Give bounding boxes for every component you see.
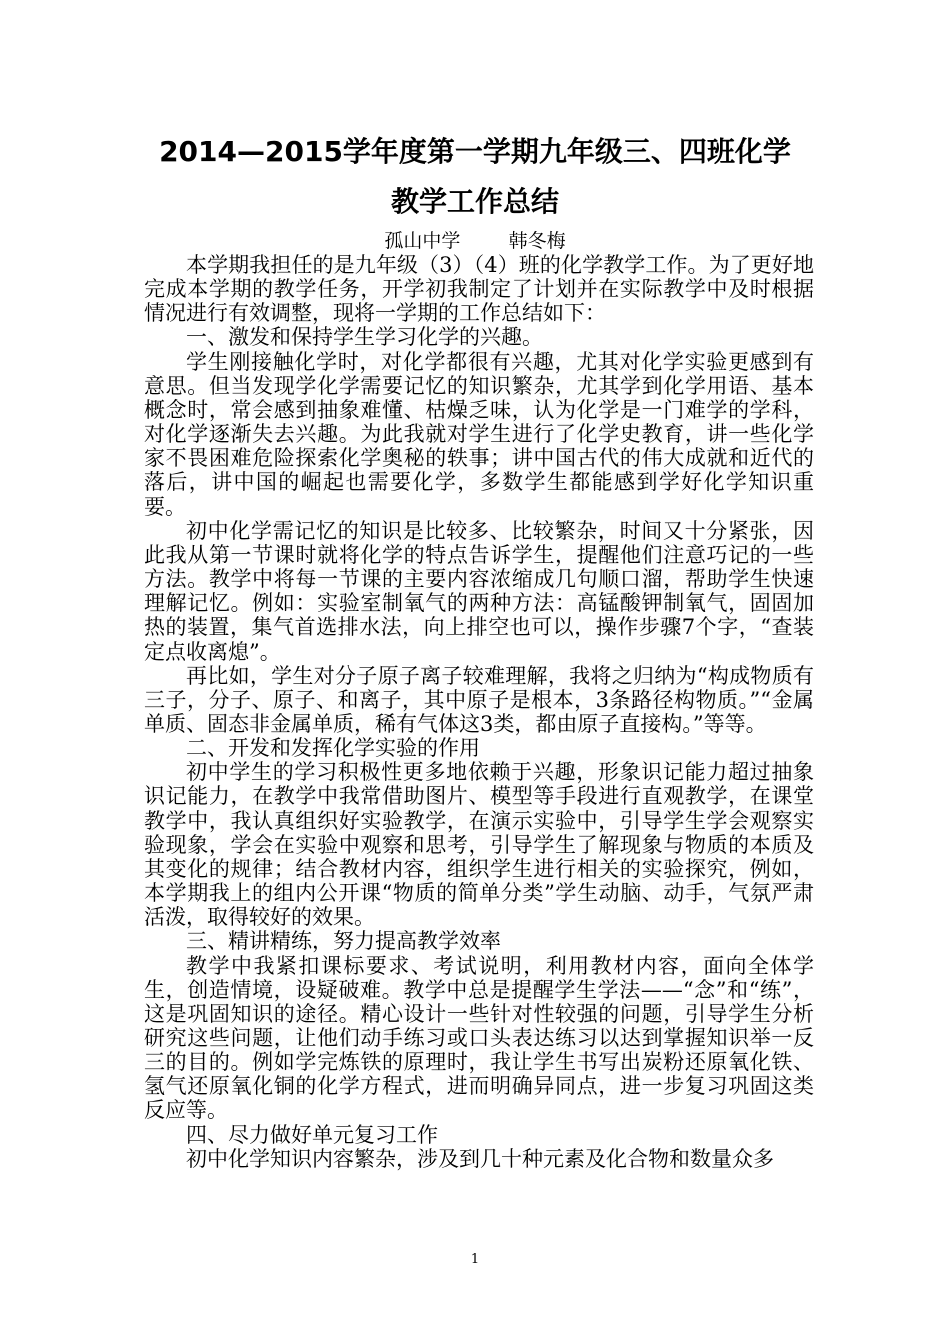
- paragraph: 学生刚接触化学时，对化学都很有兴趣，尤其对化学实验更感到有意思。但当发现学化学需要记忆的知识繁杂，尤其学到化学用语、基本概念时，常会感到抽象难懂、枯燥乏味，认为化学是一门难学的学科，对化学逐渐失去兴趣。为此我就对学生进行了化学史教育，讲一些化学家不畏困难危险探索化学奥秘的轶事；讲中国古代的伟大成就和近代的落后，讲中国的崛起也需要化学，多数学生都能感到学好化学知识重要。: [144, 349, 814, 519]
- paragraph: 教学中我紧扣课标要求、考试说明，利用教材内容，面向全体学生，创造情境，设疑破难。教学中总是提醒学生学法——“念”和“练”，这是巩固知识的途径。精心设计一些针对性较强的问题，引导学生分析研究这些问题，让他们动手练习或口头表达练习以达到掌握知识举一反三的目的。例如学完炼铁的原理时，我让学生书写出炭粉还原氧化铁、氢气还原氧化铜的化学方程式，进而明确异同点，进一步复习巩固这类反应等。: [144, 953, 814, 1123]
- section-heading-2: 二、开发和发挥化学实验的作用: [186, 736, 480, 761]
- paragraph-intro: 本学期我担任的是九年级（3）（4）班的化学教学工作。为了更好地完成本学期的教学任务，开学初我制定了计划并在实际教学中及时根据情况进行有效调整，现将一学期的工作总结如下：: [144, 253, 814, 326]
- section-heading-3: 三、精讲精练，努力提高教学效率: [186, 929, 501, 954]
- author-byline: 孤山中学 韩冬梅: [384, 230, 566, 252]
- paragraph: 初中学生的学习积极性更多地依赖于兴趣，形象识记能力超过抽象识记能力，在教学中我常借助图片、模型等手段进行直观教学，在课堂教学中，我认真组织好实验教学，在演示实验中，引导学生学会观察实验现象，学会在实验中观察和思考，引导学生了解现象与物质的本质及其变化的规律；结合教材内容，组织学生进行相关的实验探究，例如，本学期我上的组内公开课“物质的简单分类”学生动脑、动手，气氛严肃活泼，取得较好的效果。: [144, 760, 814, 930]
- paragraph: 初中化学需记忆的知识是比较多、比较繁杂，时间又十分紧张，因此我从第一节课时就将化学的特点告诉学生，提醒他们注意巧记的一些方法。教学中将每一节课的主要内容浓缩成几句顺口溜，帮助学生快速理解记忆。例如：实验室制氧气的两种方法：高锰酸钾制氧气，固固加热的装置，集气首选排水法，向上排空也可以，操作步骤7个字，“查装定点收离熄”。: [144, 518, 814, 664]
- paragraph: 初中化学知识内容繁杂，涉及到几十种元素及化合物和数量众多: [186, 1146, 774, 1171]
- document-body: [144, 253, 814, 1171]
- document-title-line-2: 教学工作总结: [390, 185, 559, 218]
- page-number: 1: [470, 1252, 480, 1267]
- document-title-line-1: 2014—2015学年度第一学期九年级三、四班化学: [159, 135, 791, 168]
- section-heading-1: 一、激发和保持学生学习化学的兴趣。: [186, 325, 543, 350]
- paragraph: 再比如，学生对分子原子离子较难理解，我将之归纳为“构成物质有三子，分子、原子、和离子，其中原子是根本，3条路径构物质。”“金属单质、固态非金属单质，稀有气体这3类，都由原子直接构。”等等。: [144, 663, 814, 736]
- section-heading-4: 四、尽力做好单元复习工作: [186, 1122, 438, 1147]
